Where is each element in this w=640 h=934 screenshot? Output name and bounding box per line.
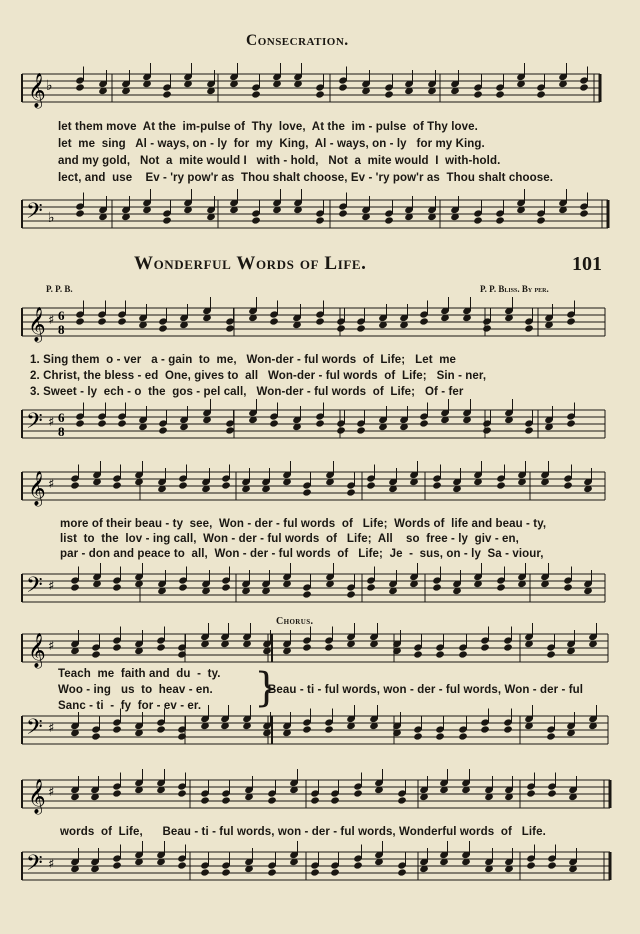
note-head [356, 324, 366, 332]
note-head [315, 317, 325, 325]
note-head [310, 796, 320, 804]
svg-text:♯: ♯ [48, 721, 55, 736]
note-head [338, 83, 348, 91]
note-head [302, 590, 312, 598]
note-head [70, 583, 80, 591]
note-head [302, 643, 312, 651]
note-head [225, 426, 235, 434]
bass-staff [0, 196, 640, 236]
system-3-verse-3: Sanc - ti - fy for - ev - er. [58, 700, 202, 712]
svg-text:𝄞: 𝄞 [28, 633, 46, 668]
hymn-title: Wonderful Words of Life. [134, 253, 367, 274]
hymn-number: 101 [572, 253, 602, 275]
svg-text:𝄞: 𝄞 [28, 307, 46, 342]
note-head [112, 643, 122, 651]
note-head [251, 216, 261, 224]
note-head [200, 796, 210, 804]
system-4-lyric: words of Life, Beau - ti - ful words, won - der - ful words, Wonderful words of Life. [60, 826, 546, 838]
note-head [473, 216, 483, 224]
note-head [315, 216, 325, 224]
note-head [579, 209, 589, 217]
note-head [251, 90, 261, 98]
svg-text:6: 6 [58, 410, 65, 425]
note-head [112, 481, 122, 489]
note-head [336, 426, 346, 434]
note-head [91, 732, 101, 740]
note-head [566, 317, 576, 325]
note-head [221, 583, 231, 591]
svg-text:♭: ♭ [48, 210, 55, 226]
note-head [269, 317, 279, 325]
note-head [366, 583, 376, 591]
bass-staff-system-2 [0, 570, 640, 610]
note-head [97, 317, 107, 325]
svg-text:♯: ♯ [48, 415, 55, 430]
note-head [178, 481, 188, 489]
note-head [536, 216, 546, 224]
note-head [158, 324, 168, 332]
system-3-verse-2: Woo - ing us to heav - en. [58, 684, 213, 696]
svg-text:♯: ♯ [48, 579, 55, 594]
note-head [563, 481, 573, 489]
note-head [330, 796, 340, 804]
note-head [397, 868, 407, 876]
note-head [346, 590, 356, 598]
note-head [336, 324, 346, 332]
note-head [97, 419, 107, 427]
note-head [419, 317, 429, 325]
svg-text:𝄢: 𝄢 [26, 573, 43, 603]
note-head [338, 209, 348, 217]
svg-text:♭: ♭ [46, 78, 53, 94]
note-head [524, 324, 534, 332]
note-head [156, 725, 166, 733]
note-head [482, 426, 492, 434]
note-head [200, 868, 210, 876]
note-head [432, 583, 442, 591]
note-head [225, 324, 235, 332]
note-head [397, 796, 407, 804]
note-head [566, 419, 576, 427]
note-head [324, 643, 334, 651]
treble-staff-system-4 [0, 776, 640, 816]
system-1-verse-2: 2. Christ, the bless - ed One, gives to all Won-der - ful words of Life; Sin - ner, [30, 370, 487, 382]
system-1-verse-1: 1. Sing them o - ver a - gain to me, Won-der - ful words of Life; Let me [30, 354, 457, 366]
note-head [356, 426, 366, 434]
note-head [546, 650, 556, 658]
note-head [310, 868, 320, 876]
note-head [162, 90, 172, 98]
hymn-composer: P. P. Bliss. By per. [480, 284, 549, 294]
note-head [162, 216, 172, 224]
svg-text:♯: ♯ [48, 857, 55, 872]
note-head [546, 732, 556, 740]
system-3-verse-1: Teach me faith and du - ty. [58, 668, 221, 680]
note-head [112, 583, 122, 591]
svg-text:♯: ♯ [48, 785, 55, 800]
note-head [419, 419, 429, 427]
note-head [117, 419, 127, 427]
system-2-verse-1: more of their beau - ty see, Won - der - ful words of Life; Words of life and beau - ty, [60, 518, 547, 530]
treble-staff-system-2 [0, 468, 640, 508]
note-head [267, 868, 277, 876]
note-head [112, 725, 122, 733]
svg-text:𝄢: 𝄢 [26, 715, 43, 745]
svg-text:𝄞: 𝄞 [28, 471, 46, 506]
note-head [315, 419, 325, 427]
note-head [547, 861, 557, 869]
svg-text:𝄢: 𝄢 [26, 409, 43, 439]
svg-text:8: 8 [58, 424, 65, 439]
hymn-author: P. P. B. [46, 284, 73, 294]
note-head [503, 643, 513, 651]
note-head [221, 481, 231, 489]
bass-staff-system-3 [0, 712, 640, 752]
note-head [536, 90, 546, 98]
note-head [112, 861, 122, 869]
note-head [526, 789, 536, 797]
note-head [384, 216, 394, 224]
note-head [75, 419, 85, 427]
svg-text:𝄞: 𝄞 [28, 73, 46, 108]
note-head [178, 583, 188, 591]
note-head [563, 583, 573, 591]
treble-staff-system-1 [0, 304, 640, 344]
time-sig-top: 6 [58, 308, 65, 323]
prev-verse-1: let them move At the im-pulse of Thy love, At the im - pulse of Thy love. [58, 121, 478, 133]
note-head [482, 324, 492, 332]
note-head [435, 732, 445, 740]
treble-staff-system-3 [0, 630, 640, 670]
note-head [480, 725, 490, 733]
note-head [117, 317, 127, 325]
note-head [91, 650, 101, 658]
note-head [75, 209, 85, 217]
note-head [503, 725, 513, 733]
note-head [324, 725, 334, 733]
note-head [346, 488, 356, 496]
note-head [413, 650, 423, 658]
system-1-verse-3: 3. Sweet - ly ech - o the gos - pel call, Won-der - ful words of Life; Of - fer [30, 386, 464, 398]
note-head [156, 643, 166, 651]
verse-brace: } [254, 665, 280, 711]
note-head [267, 796, 277, 804]
note-head [269, 419, 279, 427]
chorus-lyric: Beau - ti - ful words, won - der - ful words, Won - der - ful [268, 684, 584, 696]
svg-text:𝄢: 𝄢 [26, 199, 43, 229]
note-head [75, 83, 85, 91]
note-head [70, 481, 80, 489]
note-head [495, 216, 505, 224]
note-head [526, 861, 536, 869]
note-head [458, 650, 468, 658]
svg-text:𝄢: 𝄢 [26, 851, 43, 881]
chorus-label: Chorus. [276, 616, 314, 627]
note-head [221, 868, 231, 876]
note-head [547, 789, 557, 797]
bass-staff-system-4 [0, 848, 640, 888]
time-sig-bottom: 8 [58, 322, 65, 337]
system-2-verse-2: list to the lov - ing call, Won - der - ful words of Life; All so free - ly giv - en, [60, 533, 519, 545]
note-head [112, 789, 122, 797]
prev-verse-3: and my gold, Not a mite would I with - hold, Not a mite would I with-hold. [58, 155, 501, 167]
note-head [384, 90, 394, 98]
svg-text:♯: ♯ [48, 313, 55, 328]
note-head [158, 426, 168, 434]
note-head [330, 868, 340, 876]
note-head [177, 789, 187, 797]
note-head [366, 481, 376, 489]
note-head [496, 583, 506, 591]
note-head [75, 317, 85, 325]
prev-hymn-title: Consecration. [246, 32, 349, 49]
note-head [480, 643, 490, 651]
note-head [302, 725, 312, 733]
note-head [353, 789, 363, 797]
note-head [432, 481, 442, 489]
bass-staff-system-1 [0, 406, 640, 446]
treble-staff [0, 70, 640, 110]
system-2-verse-3: par - don and peace to all, Won - der - ful words of Life; Je - sus, on - ly Sa - viour, [60, 548, 544, 560]
note-head [413, 732, 423, 740]
note-head [353, 861, 363, 869]
note-head [315, 90, 325, 98]
note-head [435, 650, 445, 658]
svg-text:♯: ♯ [48, 639, 55, 654]
note-head [473, 90, 483, 98]
note-head [579, 83, 589, 91]
note-head [458, 732, 468, 740]
note-head [524, 426, 534, 434]
note-head [177, 861, 187, 869]
prev-verse-4: lect, and use Ev - 'ry pow'r as Thou shalt choose, Ev - 'ry pow'r as Thou shalt choose. [58, 172, 554, 184]
note-head [496, 481, 506, 489]
svg-text:𝄞: 𝄞 [28, 779, 46, 814]
note-head [495, 90, 505, 98]
prev-verse-2: let me sing Al - ways, on - ly for my King, Al - ways, on - ly for my King. [58, 138, 485, 150]
note-head [221, 796, 231, 804]
svg-text:♯: ♯ [48, 477, 55, 492]
note-head [302, 488, 312, 496]
